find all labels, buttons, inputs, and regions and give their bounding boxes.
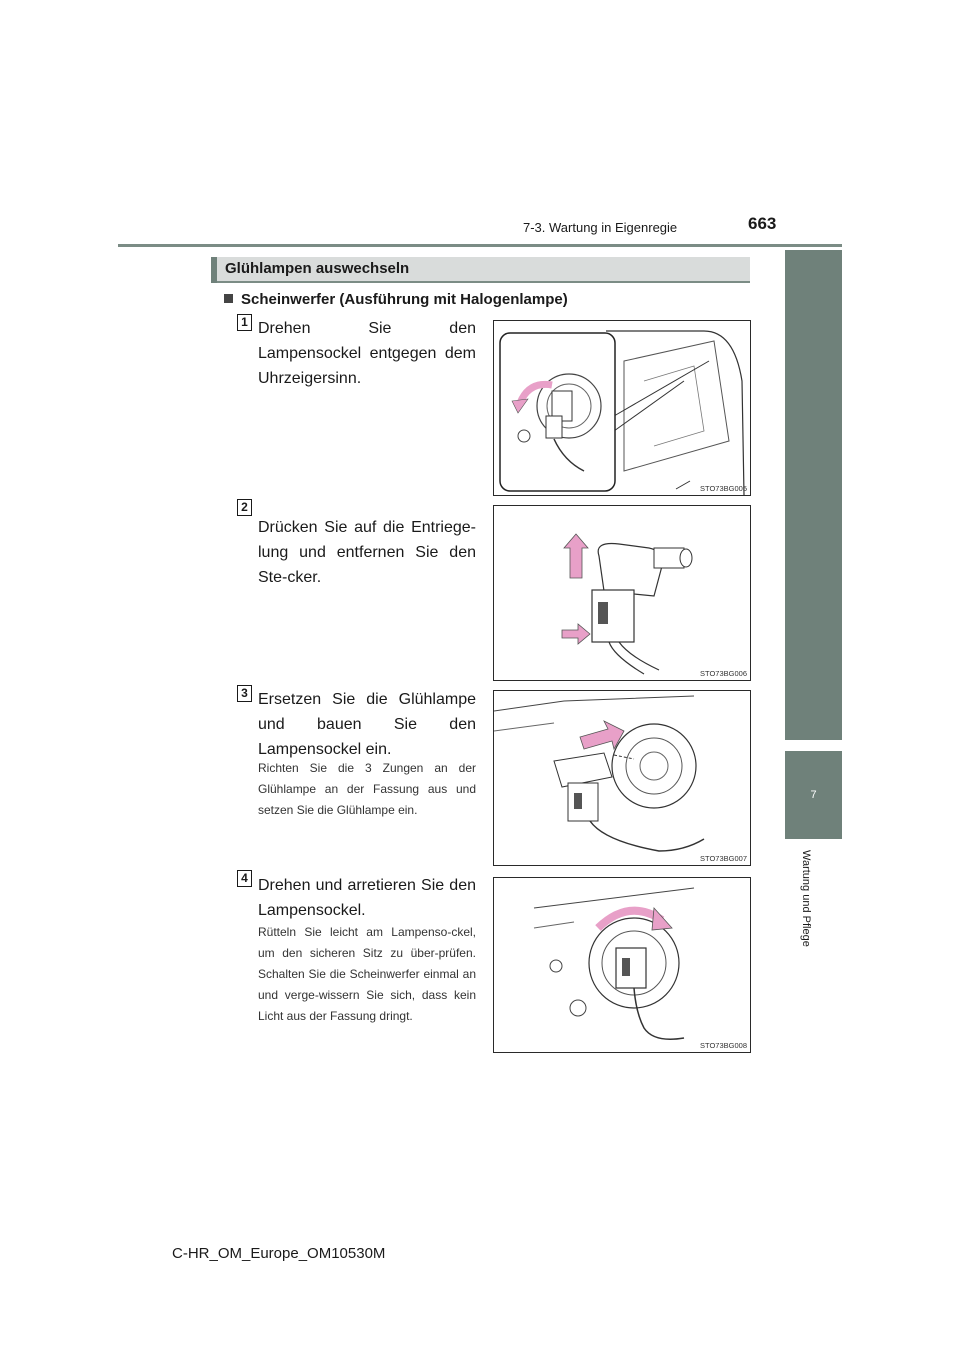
figure-step-1 (493, 320, 751, 496)
side-tab-block (785, 250, 842, 740)
side-tab-label-text: Wartung und Pflege (800, 850, 812, 947)
figure-code-2: STO73BG006 (700, 669, 747, 678)
section-title-bar (211, 257, 750, 283)
step-number-2: 2 (237, 499, 252, 516)
figure-step-3 (493, 690, 751, 866)
page-number: 663 (748, 214, 777, 233)
header-rule (118, 244, 842, 247)
step-3-text: Ersetzen Sie die Glühlampe und bauen Sie den Lampensockel ein. (258, 691, 476, 758)
connector-unlock-illustration (494, 506, 750, 680)
figure-code-4: STO73BG008 (700, 1041, 747, 1050)
step-2-text: Drücken Sie auf die Entriege-lung und entfernen Sie den Ste-cker. (258, 519, 476, 586)
side-tab-chapter-number (785, 751, 842, 839)
figure-step-2 (493, 505, 751, 681)
step-4-note: Rütteln Sie leicht am Lampenso-ckel, um den sicheren Sitz zu über-prüfen. Schalten Sie die Scheinwerfer einmal an und verge-wissern Sie sich, dass kein Licht aus der Fassung dringt. (258, 925, 476, 1023)
section-accent (211, 257, 217, 283)
step-4-text: Drehen und arretieren Sie den Lampensockel. (258, 877, 476, 919)
lock-socket-illustration (494, 878, 750, 1052)
figure-code-3: STO73BG007 (700, 854, 747, 863)
step-1-text: Drehen Sie den Lampensockel entgegen dem Uhrzeigersinn. (258, 320, 476, 387)
bullet-square-icon (224, 294, 233, 303)
chapter-number: 7 (810, 789, 817, 801)
step-3-note: Richten Sie die 3 Zungen an der Glühlampe an der Fassung aus und setzen Sie die Glühlampe ein. (258, 761, 476, 817)
subheading (224, 291, 568, 308)
footer-document-id: C-HR_OM_Europe_OM10530M (172, 1245, 386, 1262)
headlight-rotate-illustration (494, 321, 750, 495)
figure-step-4 (493, 877, 751, 1053)
bulb-insert-illustration (494, 691, 750, 865)
chapter-header: 7-3. Wartung in Eigenregie (523, 220, 678, 235)
figure-code-1: STO73BG005 (700, 484, 747, 493)
step-number-4: 4 (237, 870, 252, 887)
section-title: Glühlampen auswechseln (225, 260, 410, 277)
side-tab-label (797, 850, 812, 947)
subheading-text: Scheinwerfer (Ausführung mit Halogenlampe) (241, 291, 568, 308)
step-number-1: 1 (237, 314, 252, 331)
step-number-3: 3 (237, 685, 252, 702)
